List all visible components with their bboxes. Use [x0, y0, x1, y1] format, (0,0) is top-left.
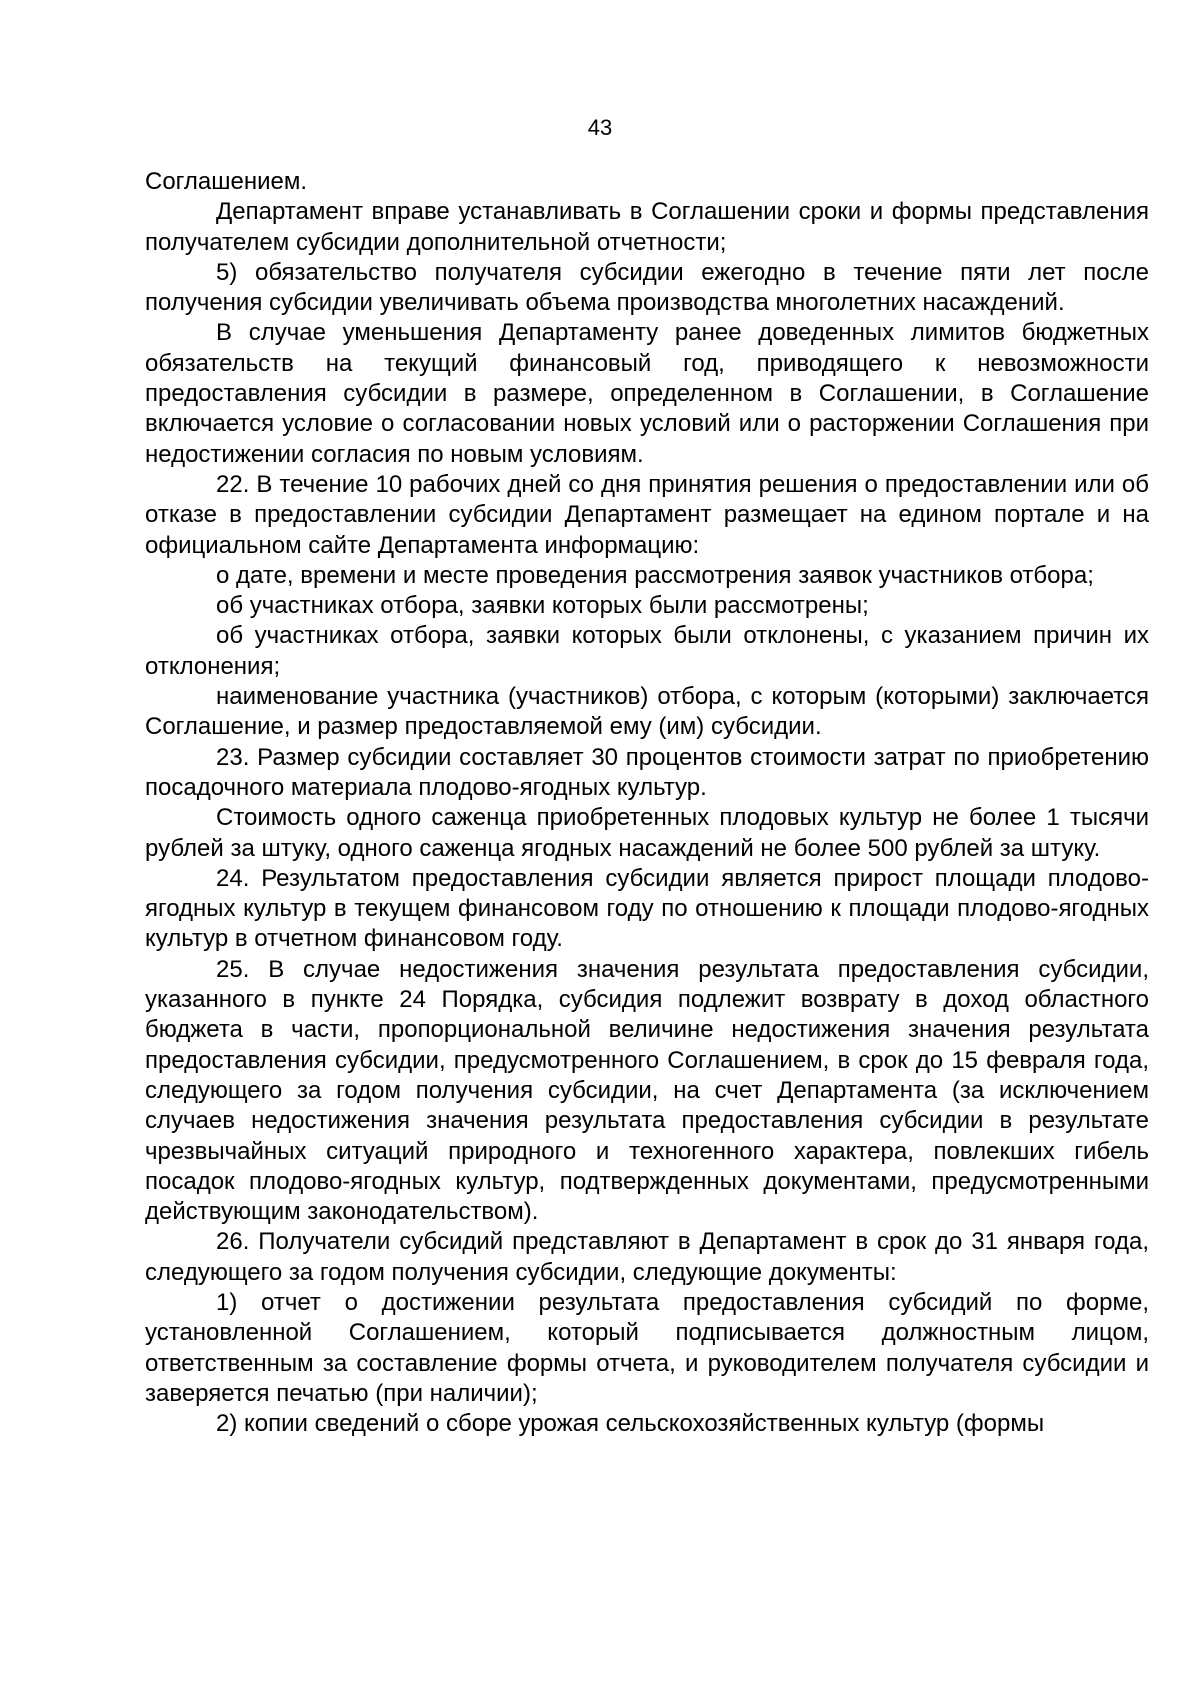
- paragraph-7: об участниках отбора, заявки которых были рассмотрены;: [216, 592, 869, 620]
- paragraph-6: о дате, времени и месте проведения рассмотрения заявок участников отбора;: [216, 561, 1094, 589]
- paragraph-9: наименование участника (участников) отбора, с которым (которыми) заключается Соглашение, и размер предоставляемой ему (им) субсидии.: [145, 683, 1149, 741]
- paragraph-2: Департамент вправе устанавливать в Соглашении сроки и формы представления получателем субсидии дополнительной отчетности;: [145, 198, 1149, 256]
- document-body: [145, 167, 1149, 1439]
- paragraph-14: 26. Получатели субсидий представляют в Департамент в срок до 31 января года, следующего за годом получения субсидии, следующие документы:: [145, 1228, 1149, 1286]
- paragraph-1: Соглашением.: [145, 168, 308, 195]
- paragraph-13: 25. В случае недостижения значения результата предоставления субсидии, указанного в пункте 24 Порядка, субсидия подлежит возврату в доход областного бюджета в части, пропорциональной величине недостижения значения результата предоставления субсидии, предусмотренного Соглашением, в срок до 15 февраля года, следующего за годом получения субсидии, на счет Департамента (за исключением случаев недостижения значения результата предоставления субсидии в результате чрезвычайных ситуаций природного и техногенного характера, повлекших гибель посадок плодово-ягодных культур, подтвержденных документами, предусмотренными действующим законодательством).: [145, 955, 1149, 1226]
- paragraph-11: Стоимость одного саженца приобретенных плодовых культур не более 1 тысячи рублей за штуку, одного саженца ягодных насаждений не более 500 рублей за штуку.: [145, 804, 1149, 862]
- paragraph-5: 22. В течение 10 рабочих дней со дня принятия решения о предоставлении или об отказе в предоставлении субсидии Департамент размещает на едином портале и на официальном сайте Департамента информацию:: [145, 470, 1149, 559]
- paragraph-15: 1) отчет о достижении результата предоставления субсидий по форме, установленной Соглашением, который подписывается должностным лицом, ответственным за составление формы отчета, и руководителем получателя субсидии и заверяется печатью (при наличии);: [145, 1288, 1149, 1407]
- paragraph-12: 24. Результатом предоставления субсидии является прирост площади плодово-ягодных культур в текущем финансовом году по отношению к площади плодово-ягодных культур в отчетном финансовом году.: [145, 864, 1149, 953]
- page-number: 43: [587, 115, 613, 140]
- paragraph-3: 5) обязательство получателя субсидии ежегодно в течение пяти лет после получения субсидии увеличивать объема производства многолетних насаждений.: [145, 258, 1149, 317]
- paragraph-4: В случае уменьшения Департаменту ранее доведенных лимитов бюджетных обязательств на текущий финансовый год, приводящего к невозможности предоставления субсидии в размере, определенном в Соглашении, в Соглашение включается условие о согласовании новых условий или о расторжении Соглашения при недостижении согласия по новым условиям.: [145, 319, 1149, 468]
- paragraph-16: 2) копии сведений о сборе урожая сельскохозяйственных культур (формы: [216, 1410, 1045, 1438]
- paragraph-10: 23. Размер субсидии составляет 30 процентов стоимости затрат по приобретению посадочного материала плодово-ягодных культур.: [145, 743, 1149, 801]
- paragraph-8: об участниках отбора, заявки которых были отклонены, с указанием причин их отклонения;: [145, 622, 1149, 680]
